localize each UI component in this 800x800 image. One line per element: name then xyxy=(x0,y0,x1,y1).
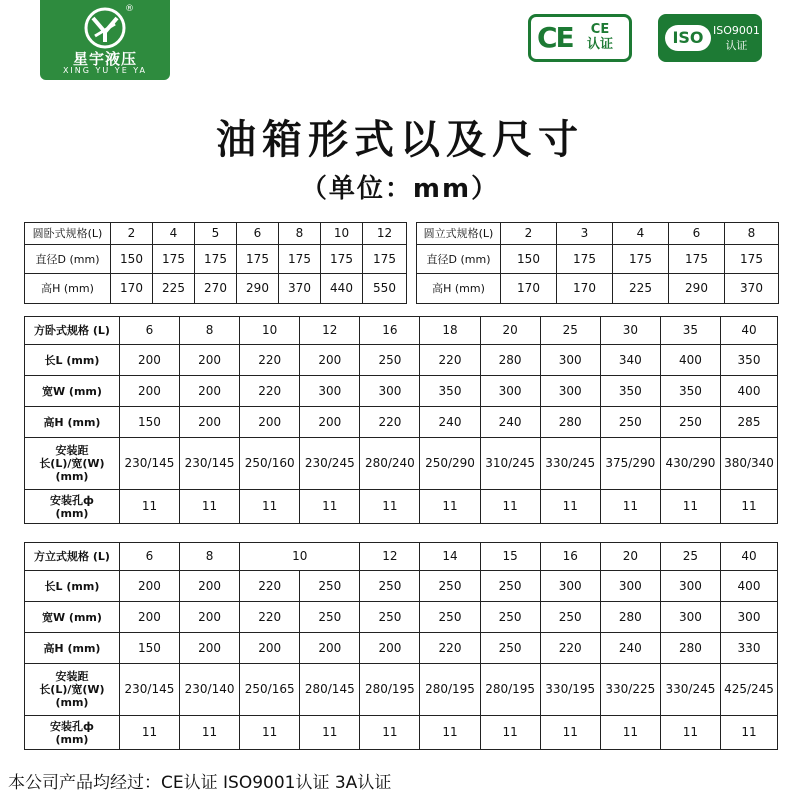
iso-mark-icon: ISO xyxy=(665,25,711,51)
table-cell: 200 xyxy=(300,633,360,664)
table-cell: 350 xyxy=(420,376,480,407)
table-cell: 16 xyxy=(360,317,420,345)
page-subtitle: （单位：mm） xyxy=(300,174,500,204)
ce-certification-badge xyxy=(528,14,632,62)
ce-badge-top: CE xyxy=(590,22,610,37)
row-header-cell: 方卧式规格 (L) xyxy=(25,317,120,345)
table-cell: 11 xyxy=(240,716,300,750)
table-cell: 200 xyxy=(240,407,300,438)
table-row xyxy=(25,633,778,664)
table-cell: 280/145 xyxy=(300,664,360,716)
table-row xyxy=(25,376,778,407)
row-header-cell: 高H (mm) xyxy=(25,274,111,304)
table-cell: 10 xyxy=(240,543,360,571)
table-cell: 200 xyxy=(119,376,179,407)
table-cell: 250/160 xyxy=(240,438,300,490)
table-row xyxy=(25,245,407,274)
table-cell: 11 xyxy=(480,490,540,524)
table-cell: 350 xyxy=(600,376,660,407)
table-cell: 150 xyxy=(119,633,179,664)
table-cell: 330 xyxy=(721,633,778,664)
table-cell: 11 xyxy=(660,716,720,750)
table-row xyxy=(25,602,778,633)
table-cell: 175 xyxy=(153,245,195,274)
table-cell: 250 xyxy=(420,602,480,633)
table-cell: 6 xyxy=(669,223,725,245)
table-row xyxy=(25,274,407,304)
table-cell: 12 xyxy=(363,223,407,245)
table-cell: 175 xyxy=(363,245,407,274)
table-cell: 280/240 xyxy=(360,438,420,490)
table-cell: 430/290 xyxy=(660,438,720,490)
row-header-cell: 长L (mm) xyxy=(25,345,120,376)
table-cell: 175 xyxy=(195,245,237,274)
table-cell: 240 xyxy=(420,407,480,438)
table-cell: 250 xyxy=(300,571,360,602)
table-cell: 150 xyxy=(111,245,153,274)
table-cell: 220 xyxy=(240,602,300,633)
table-cell: 170 xyxy=(111,274,153,304)
table-cell: 11 xyxy=(180,490,240,524)
table-cell: 170 xyxy=(501,274,557,304)
table-cell: 30 xyxy=(600,317,660,345)
table-cell: 220 xyxy=(240,571,300,602)
table-cell: 380/340 xyxy=(721,438,778,490)
certification-footer: 本公司产品均经过：CE认证 ISO9001认证 3A认证 xyxy=(8,773,392,793)
table-cell: 175 xyxy=(613,245,669,274)
table-cell: 200 xyxy=(119,345,179,376)
table-cell: 250 xyxy=(480,633,540,664)
table-row xyxy=(25,317,778,345)
table-cell: 8 xyxy=(725,223,779,245)
logo-company-name: 星宇液压 xyxy=(72,50,137,68)
table-cell: 25 xyxy=(660,543,720,571)
table-cell: 350 xyxy=(721,345,778,376)
page-title: 油箱形式以及尺寸 xyxy=(216,117,584,163)
ce-badge-bottom: 认证 xyxy=(587,37,614,52)
table-cell: 225 xyxy=(613,274,669,304)
table-cell: 170 xyxy=(557,274,613,304)
table-cell: 220 xyxy=(360,407,420,438)
table-cell: 400 xyxy=(660,345,720,376)
table-cell: 200 xyxy=(180,602,240,633)
logo-pinyin: XING YU YE YA xyxy=(62,66,148,75)
table-cell: 11 xyxy=(600,490,660,524)
table-cell: 40 xyxy=(721,543,778,571)
table-cell: 370 xyxy=(279,274,321,304)
row-header-cell: 方立式规格 (L) xyxy=(25,543,120,571)
table-cell: 40 xyxy=(721,317,778,345)
row-header-cell: 长L (mm) xyxy=(25,571,120,602)
table-cell: 16 xyxy=(540,543,600,571)
table-cell: 280 xyxy=(660,633,720,664)
table-cell: 250 xyxy=(540,602,600,633)
table-cell: 3 xyxy=(557,223,613,245)
row-header-cell: 圆卧式规格(L) xyxy=(25,223,111,245)
table-cell: 350 xyxy=(660,376,720,407)
company-logo xyxy=(40,0,170,80)
row-header-cell: 高H (mm) xyxy=(25,633,120,664)
table-cell: 220 xyxy=(240,376,300,407)
table-cell: 280 xyxy=(480,345,540,376)
table-cell: 220 xyxy=(420,633,480,664)
table-cell: 6 xyxy=(119,317,179,345)
table-cell: 330/195 xyxy=(540,664,600,716)
table-cell: 375/290 xyxy=(600,438,660,490)
table-cell: 10 xyxy=(240,317,300,345)
table-cell: 280/195 xyxy=(420,664,480,716)
table-cell: 280/195 xyxy=(480,664,540,716)
table-cell: 370 xyxy=(725,274,779,304)
table-cell: 12 xyxy=(360,543,420,571)
table-cell: 330/245 xyxy=(540,438,600,490)
table-cell: 250 xyxy=(360,602,420,633)
table-cell: 230/245 xyxy=(300,438,360,490)
table-cell: 300 xyxy=(300,376,360,407)
table-cell: 11 xyxy=(360,490,420,524)
table-cell: 440 xyxy=(321,274,363,304)
table-row xyxy=(417,223,779,245)
table-cell: 310/245 xyxy=(480,438,540,490)
table-cell: 300 xyxy=(540,376,600,407)
table-cell: 11 xyxy=(480,716,540,750)
table-cell: 230/145 xyxy=(119,664,179,716)
table-cell: 240 xyxy=(600,633,660,664)
xy-logo-icon xyxy=(83,6,127,50)
table-cell: 18 xyxy=(420,317,480,345)
table-cell: 175 xyxy=(557,245,613,274)
table-cell: 20 xyxy=(600,543,660,571)
table-cell: 550 xyxy=(363,274,407,304)
table-cell: 200 xyxy=(180,376,240,407)
table-cell: 250 xyxy=(300,602,360,633)
table-cell: 175 xyxy=(237,245,279,274)
table-row xyxy=(25,345,778,376)
table-cell: 200 xyxy=(300,407,360,438)
table-cell: 285 xyxy=(721,407,778,438)
table-cell: 400 xyxy=(721,571,778,602)
ce-mark-icon: CE xyxy=(537,21,573,54)
ce-badge-text xyxy=(587,22,613,52)
row-header-cell: 安装距 长(L)/宽(W) (mm) xyxy=(25,664,120,716)
table-cell: 250 xyxy=(360,571,420,602)
table-cell: 280/195 xyxy=(360,664,420,716)
table-cell: 175 xyxy=(725,245,779,274)
table-cell: 175 xyxy=(279,245,321,274)
table-row xyxy=(25,438,778,490)
table-cell: 250 xyxy=(600,407,660,438)
table-cell: 280 xyxy=(540,407,600,438)
table-cell: 150 xyxy=(119,407,179,438)
table-cell: 220 xyxy=(540,633,600,664)
table-cell: 11 xyxy=(420,716,480,750)
table-cell: 14 xyxy=(420,543,480,571)
row-header-cell: 高H (mm) xyxy=(25,407,120,438)
table-cell: 270 xyxy=(195,274,237,304)
row-header-cell: 安装孔ф (mm) xyxy=(25,490,120,524)
table-cell: 200 xyxy=(119,571,179,602)
row-header-cell: 宽W (mm) xyxy=(25,602,120,633)
table-cell: 2 xyxy=(111,223,153,245)
table-cell: 150 xyxy=(501,245,557,274)
table-cell: 35 xyxy=(660,317,720,345)
table-cell: 340 xyxy=(600,345,660,376)
table-cell: 300 xyxy=(600,571,660,602)
table-cell: 6 xyxy=(119,543,179,571)
table-cell: 5 xyxy=(195,223,237,245)
table-cell: 11 xyxy=(119,490,179,524)
round-horizontal-tank-table xyxy=(24,222,407,304)
table-cell: 11 xyxy=(420,490,480,524)
table-cell: 200 xyxy=(240,633,300,664)
table-cell: 11 xyxy=(540,716,600,750)
table-cell: 11 xyxy=(660,490,720,524)
table-cell: 11 xyxy=(119,716,179,750)
table-cell: 11 xyxy=(721,716,778,750)
table-cell: 175 xyxy=(321,245,363,274)
table-cell: 425/245 xyxy=(721,664,778,716)
table-cell: 200 xyxy=(360,633,420,664)
table-cell: 20 xyxy=(480,317,540,345)
table-cell: 250/290 xyxy=(420,438,480,490)
table-cell: 200 xyxy=(180,633,240,664)
table-row xyxy=(25,716,778,750)
table-cell: 175 xyxy=(669,245,725,274)
table-row xyxy=(25,490,778,524)
row-header-cell: 圆立式规格(L) xyxy=(417,223,501,245)
table-cell: 11 xyxy=(540,490,600,524)
table-cell: 230/145 xyxy=(180,438,240,490)
table-cell: 225 xyxy=(153,274,195,304)
table-row xyxy=(25,543,778,571)
table-cell: 2 xyxy=(501,223,557,245)
table-cell: 8 xyxy=(279,223,321,245)
table-cell: 200 xyxy=(180,345,240,376)
table-cell: 15 xyxy=(480,543,540,571)
table-cell: 300 xyxy=(480,376,540,407)
iso-certification-badge xyxy=(658,14,762,62)
table-cell: 200 xyxy=(119,602,179,633)
iso-badge-text xyxy=(713,23,760,53)
table-cell: 11 xyxy=(240,490,300,524)
table-cell: 330/245 xyxy=(660,664,720,716)
table-cell: 11 xyxy=(721,490,778,524)
table-cell: 250 xyxy=(480,571,540,602)
row-header-cell: 直径D (mm) xyxy=(417,245,501,274)
row-header-cell: 高H (mm) xyxy=(417,274,501,304)
table-cell: 4 xyxy=(613,223,669,245)
row-header-cell: 宽W (mm) xyxy=(25,376,120,407)
table-cell: 11 xyxy=(180,716,240,750)
table-cell: 300 xyxy=(721,602,778,633)
table-cell: 220 xyxy=(420,345,480,376)
table-row xyxy=(25,223,407,245)
row-header-cell: 安装距 长(L)/宽(W) (mm) xyxy=(25,438,120,490)
row-header-cell: 直径D (mm) xyxy=(25,245,111,274)
table-cell: 220 xyxy=(240,345,300,376)
registered-mark: ® xyxy=(125,4,134,14)
table-cell: 300 xyxy=(540,571,600,602)
table-cell: 4 xyxy=(153,223,195,245)
iso-badge-top: ISO9001 xyxy=(713,24,760,37)
table-cell: 250/165 xyxy=(240,664,300,716)
table-cell: 11 xyxy=(360,716,420,750)
table-cell: 12 xyxy=(300,317,360,345)
square-vertical-tank-table xyxy=(24,542,778,750)
table-row xyxy=(25,571,778,602)
table-cell: 250 xyxy=(660,407,720,438)
table-cell: 230/145 xyxy=(119,438,179,490)
table-cell: 11 xyxy=(600,716,660,750)
table-cell: 240 xyxy=(480,407,540,438)
table-cell: 330/225 xyxy=(600,664,660,716)
table-cell: 11 xyxy=(300,716,360,750)
table-cell: 8 xyxy=(180,317,240,345)
table-cell: 300 xyxy=(660,571,720,602)
table-cell: 250 xyxy=(420,571,480,602)
square-horizontal-tank-table xyxy=(24,316,778,524)
table-cell: 200 xyxy=(300,345,360,376)
table-cell: 280 xyxy=(600,602,660,633)
table-cell: 300 xyxy=(660,602,720,633)
table-cell: 6 xyxy=(237,223,279,245)
table-cell: 10 xyxy=(321,223,363,245)
table-cell: 250 xyxy=(360,345,420,376)
table-cell: 300 xyxy=(540,345,600,376)
iso-badge-bottom: 认证 xyxy=(725,39,748,52)
table-row xyxy=(25,664,778,716)
table-cell: 290 xyxy=(669,274,725,304)
table-cell: 300 xyxy=(360,376,420,407)
table-cell: 11 xyxy=(300,490,360,524)
table-cell: 25 xyxy=(540,317,600,345)
table-row xyxy=(417,274,779,304)
table-row xyxy=(25,407,778,438)
table-cell: 200 xyxy=(180,407,240,438)
table-cell: 250 xyxy=(480,602,540,633)
table-cell: 200 xyxy=(180,571,240,602)
table-cell: 400 xyxy=(721,376,778,407)
row-header-cell: 安装孔ф (mm) xyxy=(25,716,120,750)
table-cell: 290 xyxy=(237,274,279,304)
table-row xyxy=(417,245,779,274)
table-cell: 230/140 xyxy=(180,664,240,716)
table-cell: 8 xyxy=(180,543,240,571)
round-vertical-tank-table xyxy=(416,222,779,304)
